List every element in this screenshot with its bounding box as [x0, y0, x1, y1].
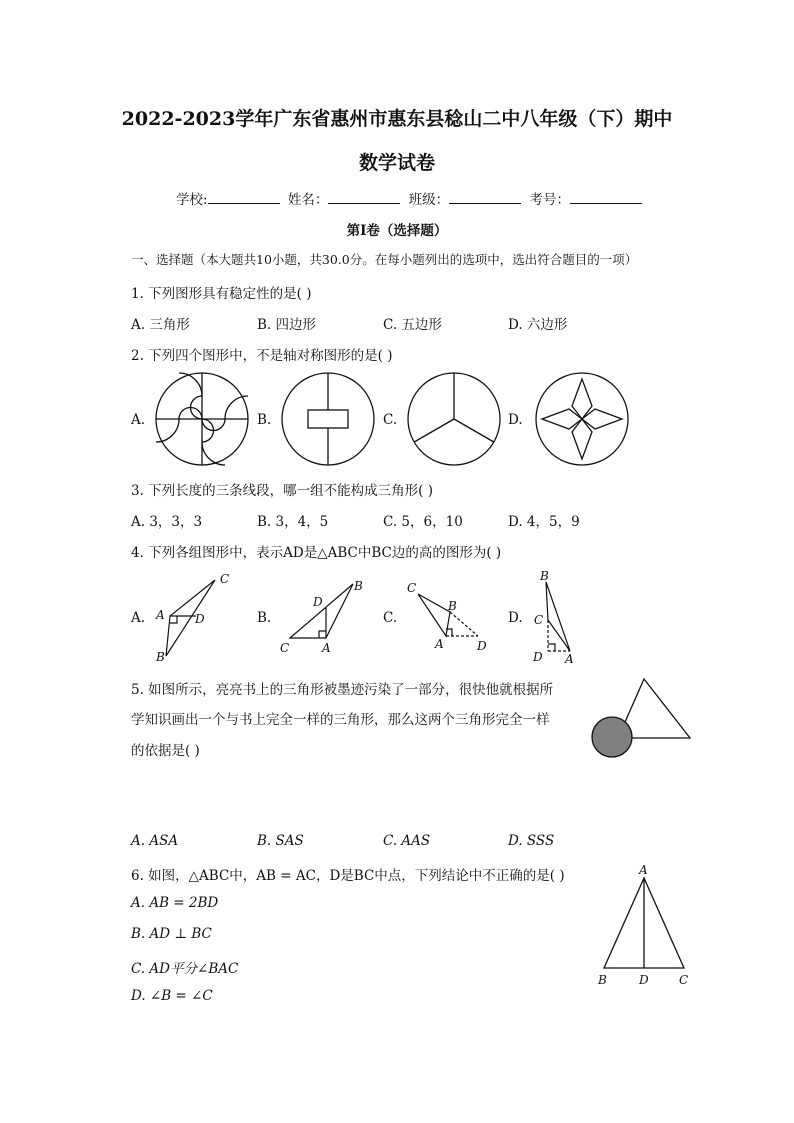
q6-label-a: A: [639, 863, 648, 877]
q2-option-a: A.: [131, 412, 146, 428]
volume-title: 第I卷（选择题）: [346, 223, 448, 239]
info-line: [176, 188, 646, 208]
q4b-label-a: A: [322, 641, 331, 655]
q6-label-d: D: [639, 973, 649, 987]
name-field[interactable]: [328, 191, 400, 204]
q4c-label-a: A: [435, 637, 444, 651]
q5-figure-ink-triangle: [588, 672, 694, 762]
q6-label-b: B: [598, 973, 607, 987]
class-label: 班级：: [408, 192, 450, 208]
q4-figure-b: [276, 572, 372, 658]
q6-option-a: A. AB = 2BD: [131, 895, 219, 911]
q6-label-c: C: [679, 973, 689, 987]
q2-option-b: B.: [257, 412, 272, 428]
q4-option-d: D.: [508, 610, 523, 626]
q5-stem-line1: 5. 如图所示，亮亮书上的三角形被墨迹污染了一部分，很快他就根据所: [131, 682, 554, 698]
q2-option-c: C.: [383, 412, 398, 428]
q4d-label-c: C: [534, 613, 544, 627]
exam-no-label: 考号：: [529, 192, 570, 208]
q3-option-a: A. 3，3，3: [131, 514, 203, 530]
q4d-label-b: B: [540, 569, 549, 583]
q4c-label-c: C: [407, 581, 417, 595]
q6-figure-isosceles-triangle: [592, 862, 696, 992]
q4-figure-d: [530, 568, 590, 666]
page-title: 2022-2023学年广东省惠州市惠东县稔山二中八年级（下）期中: [121, 108, 673, 130]
q5-option-b: B. SAS: [257, 833, 304, 849]
q4b-label-d: D: [313, 595, 323, 609]
q4a-label-d: D: [195, 612, 205, 626]
q4a-label-c: C: [220, 572, 230, 586]
q4-figure-c: [402, 576, 498, 658]
q4b-label-c: C: [280, 641, 290, 655]
q4a-label-a: A: [156, 608, 165, 622]
q4-stem: 4. 下列各组图形中，表示AD是△ABC中BC边的高的图形为( ): [131, 545, 502, 561]
q3-option-d: D. 4，5，9: [508, 514, 580, 530]
q4-figure-a: [148, 568, 238, 666]
q4-option-c: C.: [383, 610, 398, 626]
q4-option-a: A.: [131, 610, 146, 626]
q6-option-d: D. ∠B = ∠C: [131, 988, 213, 1004]
q4b-label-b: B: [354, 579, 363, 593]
q4a-label-b: B: [156, 650, 165, 664]
q1-option-c: C. 五边形: [383, 317, 442, 333]
q6-option-b: B. AD ⊥ BC: [131, 926, 212, 942]
q2-figure-a-pinwheel: [150, 370, 254, 470]
q5-option-c: C. AAS: [383, 833, 431, 849]
page-subtitle: 数学试卷: [358, 152, 435, 174]
q6-option-c: C. AD平分∠BAC: [131, 961, 239, 977]
q3-option-c: C. 5，6，10: [383, 514, 463, 530]
section-heading: 一、选择题（本大题共10小题，共30.0分。在每小题列出的选项中，选出符合题目的一项）: [131, 252, 638, 267]
q5-stem-line3: 的依据是( ): [131, 743, 200, 759]
q4-option-b: B.: [257, 610, 272, 626]
q5-stem-line2: 学知识画出一个与书上完全一样的三角形，那么这两个三角形完全一样: [131, 712, 550, 728]
class-field[interactable]: [449, 191, 521, 204]
q1-option-d: D. 六边形: [508, 317, 568, 333]
q2-option-d: D.: [508, 412, 523, 428]
school-label: 学校:: [176, 192, 208, 208]
q4c-label-b: B: [448, 599, 457, 613]
q2-figure-b-rectangle: [276, 370, 380, 470]
exam-no-field[interactable]: [570, 191, 642, 204]
q1-option-b: B. 四边形: [257, 317, 317, 333]
q2-stem: 2. 下列四个图形中，不是轴对称图形的是( ): [131, 348, 393, 364]
school-field[interactable]: [208, 191, 280, 204]
q2-figure-c-three-sectors: [402, 370, 506, 470]
q3-stem: 3. 下列长度的三条线段，哪一组不能构成三角形( ): [131, 483, 433, 499]
q1-option-a: A. 三角形: [131, 317, 190, 333]
q3-option-b: B. 3，4，5: [257, 514, 329, 530]
q2-figure-d-diamonds: [530, 370, 634, 470]
q5-option-a: A. ASA: [131, 833, 179, 849]
q4d-label-a: A: [565, 652, 574, 666]
q1-stem: 1. 下列图形具有稳定性的是( ): [131, 286, 312, 302]
q5-option-d: D. SSS: [508, 833, 555, 849]
q6-stem: 6. 如图，△ABC中，AB = AC，D是BC中点，下列结论中不正确的是( ): [131, 868, 565, 884]
q4d-label-d: D: [533, 650, 543, 664]
name-label: 姓名：: [287, 192, 329, 208]
q4c-label-d: D: [477, 639, 487, 653]
